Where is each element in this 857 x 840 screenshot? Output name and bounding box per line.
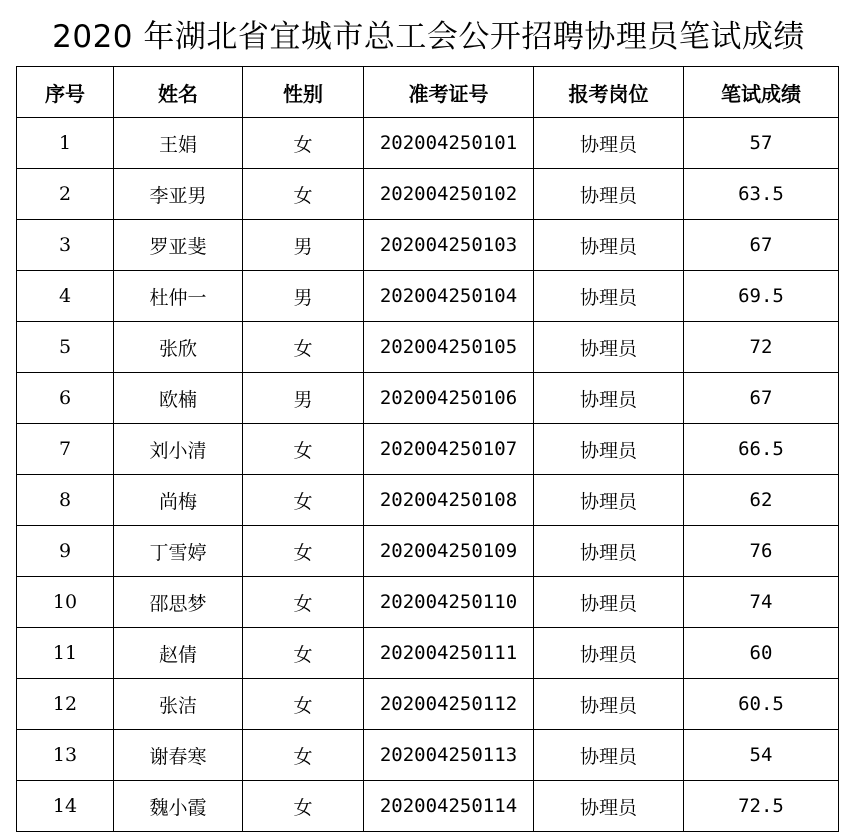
- cell-position: 协理员: [534, 169, 684, 220]
- cell-gender: 女: [243, 577, 364, 628]
- cell-score: 62: [684, 475, 839, 526]
- cell-name: 张欣: [114, 322, 243, 373]
- cell-index: 3: [17, 220, 114, 271]
- cell-exam-no: 202004250107: [364, 424, 534, 475]
- table-row: [17, 424, 839, 475]
- cell-index: 4: [17, 271, 114, 322]
- cell-index: 11: [17, 628, 114, 679]
- cell-name: 欧楠: [114, 373, 243, 424]
- cell-exam-no: 202004250104: [364, 271, 534, 322]
- cell-exam-no: 202004250103: [364, 220, 534, 271]
- cell-gender: 女: [243, 628, 364, 679]
- header-score: 笔试成绩: [684, 67, 839, 118]
- score-table: [16, 66, 839, 832]
- cell-position: 协理员: [534, 220, 684, 271]
- cell-index: 12: [17, 679, 114, 730]
- cell-score: 74: [684, 577, 839, 628]
- cell-name: 李亚男: [114, 169, 243, 220]
- cell-score: 66.5: [684, 424, 839, 475]
- cell-position: 协理员: [534, 373, 684, 424]
- table-row: [17, 373, 839, 424]
- cell-exam-no: 202004250109: [364, 526, 534, 577]
- cell-gender: 女: [243, 730, 364, 781]
- table-body: [17, 118, 839, 832]
- cell-score: 63.5: [684, 169, 839, 220]
- cell-position: 协理员: [534, 475, 684, 526]
- cell-gender: 女: [243, 526, 364, 577]
- cell-exam-no: 202004250112: [364, 679, 534, 730]
- cell-gender: 男: [243, 220, 364, 271]
- cell-gender: 女: [243, 424, 364, 475]
- cell-name: 谢春寒: [114, 730, 243, 781]
- cell-score: 60: [684, 628, 839, 679]
- cell-exam-no: 202004250108: [364, 475, 534, 526]
- cell-exam-no: 202004250110: [364, 577, 534, 628]
- cell-score: 72.5: [684, 781, 839, 832]
- table-row: [17, 628, 839, 679]
- cell-index: 6: [17, 373, 114, 424]
- cell-position: 协理员: [534, 271, 684, 322]
- header-row: [17, 67, 839, 118]
- cell-score: 76: [684, 526, 839, 577]
- table-row: [17, 526, 839, 577]
- cell-exam-no: 202004250113: [364, 730, 534, 781]
- cell-position: 协理员: [534, 526, 684, 577]
- cell-index: 13: [17, 730, 114, 781]
- cell-score: 54: [684, 730, 839, 781]
- cell-name: 赵倩: [114, 628, 243, 679]
- cell-score: 57: [684, 118, 839, 169]
- cell-score: 69.5: [684, 271, 839, 322]
- cell-gender: 女: [243, 118, 364, 169]
- page-title: 2020 年湖北省宜城市总工会公开招聘协理员笔试成绩: [52, 19, 805, 55]
- cell-index: 7: [17, 424, 114, 475]
- cell-name: 邵思梦: [114, 577, 243, 628]
- table-row: [17, 475, 839, 526]
- table-row: [17, 220, 839, 271]
- cell-index: 9: [17, 526, 114, 577]
- header-exam-no: 准考证号: [364, 67, 534, 118]
- cell-score: 60.5: [684, 679, 839, 730]
- cell-gender: 女: [243, 169, 364, 220]
- cell-position: 协理员: [534, 679, 684, 730]
- cell-gender: 女: [243, 475, 364, 526]
- cell-score: 67: [684, 220, 839, 271]
- cell-index: 10: [17, 577, 114, 628]
- cell-position: 协理员: [534, 628, 684, 679]
- table-row: [17, 577, 839, 628]
- cell-position: 协理员: [534, 781, 684, 832]
- cell-exam-no: 202004250106: [364, 373, 534, 424]
- cell-index: 1: [17, 118, 114, 169]
- cell-gender: 女: [243, 679, 364, 730]
- cell-exam-no: 202004250111: [364, 628, 534, 679]
- cell-index: 8: [17, 475, 114, 526]
- cell-position: 协理员: [534, 577, 684, 628]
- header-gender: 性别: [243, 67, 364, 118]
- cell-index: 2: [17, 169, 114, 220]
- cell-gender: 男: [243, 271, 364, 322]
- table-row: [17, 169, 839, 220]
- cell-name: 王娟: [114, 118, 243, 169]
- cell-name: 丁雪婷: [114, 526, 243, 577]
- table-row: [17, 679, 839, 730]
- cell-exam-no: 202004250102: [364, 169, 534, 220]
- cell-name: 刘小清: [114, 424, 243, 475]
- cell-name: 罗亚斐: [114, 220, 243, 271]
- cell-exam-no: 202004250114: [364, 781, 534, 832]
- table-row: [17, 271, 839, 322]
- cell-name: 张洁: [114, 679, 243, 730]
- cell-name: 杜仲一: [114, 271, 243, 322]
- cell-gender: 女: [243, 781, 364, 832]
- header-name: 姓名: [114, 67, 243, 118]
- header-index: 序号: [17, 67, 114, 118]
- cell-position: 协理员: [534, 118, 684, 169]
- cell-position: 协理员: [534, 424, 684, 475]
- cell-exam-no: 202004250105: [364, 322, 534, 373]
- cell-exam-no: 202004250101: [364, 118, 534, 169]
- cell-gender: 女: [243, 322, 364, 373]
- cell-index: 5: [17, 322, 114, 373]
- table-row: [17, 730, 839, 781]
- table-row: [17, 781, 839, 832]
- cell-gender: 男: [243, 373, 364, 424]
- cell-score: 72: [684, 322, 839, 373]
- cell-position: 协理员: [534, 322, 684, 373]
- cell-name: 尚梅: [114, 475, 243, 526]
- table-row: [17, 118, 839, 169]
- cell-name: 魏小霞: [114, 781, 243, 832]
- cell-score: 67: [684, 373, 839, 424]
- header-position: 报考岗位: [534, 67, 684, 118]
- cell-position: 协理员: [534, 730, 684, 781]
- cell-index: 14: [17, 781, 114, 832]
- table-row: [17, 322, 839, 373]
